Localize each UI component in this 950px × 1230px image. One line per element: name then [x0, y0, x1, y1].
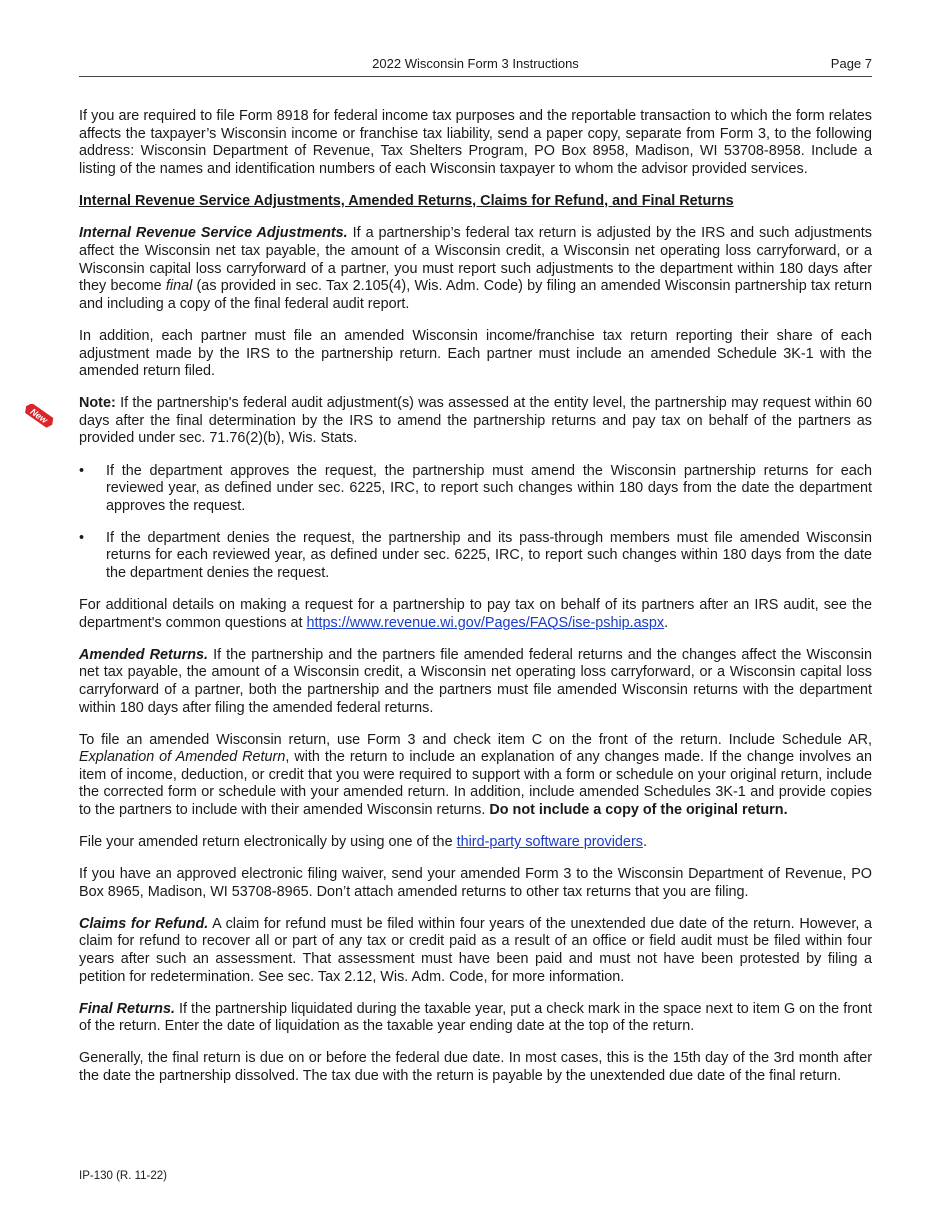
details-paragraph	[79, 597, 872, 632]
page-body	[79, 108, 872, 1100]
claims-text: A claim for refund must be filed within four years of the unextended due date of the return. However, a claim for refund to recover all or part of any tax or credit paid as a result of an office or field audit must be filed within four years after such an assessment. That assessment must have been paid and must not have been protested by filing a petition for redetermination. See sec. Tax 2.12, Wis. Adm. Code, for more information.	[79, 915, 872, 985]
amended-returns-label: Amended Returns.	[79, 646, 209, 663]
schedule-ar-title: Explanation of Amended Return	[79, 749, 286, 766]
bullet-dot: •	[79, 462, 85, 479]
partner-paragraph: In addition, each partner must file an amended Wisconsin income/franchise tax return reporting their share of each adjustment made by the IRS to the partnership return. Each partner must include an amended Schedule 3K-1 with the amended return filed.	[79, 327, 872, 380]
to-file-paragraph	[79, 732, 872, 820]
final-returns-text: If the partnership liquidated during the taxable year, put a check mark in the space next to item G on the front of the return. Enter the date of liquidation as the taxable year ending date at the top of the return.	[79, 1000, 872, 1035]
list-item	[79, 463, 872, 516]
details-end: .	[664, 614, 669, 631]
software-providers-link[interactable]: third-party software providers	[456, 834, 643, 851]
irs-adjustments-paragraph	[79, 225, 872, 313]
page-number: Page 7	[830, 56, 872, 71]
to-file-text-a: To file an amended Wisconsin return, use Form 3 and check item C on the front of the return. Include Schedule AR,	[79, 731, 872, 748]
waiver-paragraph: If you have an approved electronic filing waiver, send your amended Form 3 to the Wisconsin Department of Revenue, PO Box 8965, Madison, WI 53708-8965. Don’t attach amended returns to other tax returns that you are filing.	[79, 866, 872, 900]
file-electronic-end: .	[642, 834, 647, 851]
amended-returns-paragraph	[79, 647, 872, 717]
irs-text-final: final	[165, 278, 193, 295]
faq-link[interactable]: https://www.revenue.wi.gov/Pages/FAQS/ise-pship.aspx	[306, 614, 665, 631]
to-file-text-b: , with the return to include an explanation of any changes made. If the change involves an item of income, deduction, or credit that you were required to support with a form or schedule on your original return, include the corrected form or schedule with your amended return. In addition, include amended Schedules 3K-1 and provide copies to the partners to include with their amended Wisconsin returns.	[79, 749, 872, 818]
bullet-text: If the department approves the request, the partnership must amend the Wisconsin partnership returns for each reviewed year, as defined under sec. 6225, IRC, to report such changes within 180 days from the date the department approves the request.	[106, 462, 872, 514]
note-label: Note:	[79, 395, 116, 412]
form-8918-paragraph: If you are required to file Form 8918 for federal income tax purposes and the reportable transaction to which the form relates affects the taxpayer’s Wisconsin income or franchise tax liability, send a paper copy, separate from Form 3, to the following address: Wisconsin Department of Revenue, Tax Shelters Program, PO Box 8958, Madison, WI 53708-8958. Include a listing of the names and identification numbers of each Wisconsin taxpayer to whom the advisor provided services.	[79, 108, 872, 177]
to-file-bold: Do not include a copy of the original return.	[489, 802, 788, 818]
irs-text-b: (as provided in sec. Tax 2.105(4), Wis. Adm. Code) by filing an amended Wisconsin partnership tax return and including a copy of the final federal audit report.	[79, 278, 872, 312]
final-returns-paragraph	[79, 1001, 872, 1036]
file-electronic-text: File your amended return electronically by using one of the	[79, 834, 457, 851]
irs-adjustments-label: Internal Revenue Service Adjustments.	[79, 225, 348, 242]
final-returns-label: Final Returns.	[79, 1000, 175, 1017]
section-heading: Internal Revenue Service Adjustments, Amended Returns, Claims for Refund, and Final Returns	[79, 192, 734, 209]
header-title: 2022 Wisconsin Form 3 Instructions	[372, 56, 579, 71]
page-footer: IP-130 (R. 11-22)	[79, 1170, 167, 1182]
file-electronic-paragraph	[79, 834, 872, 852]
bullet-dot: •	[79, 529, 85, 546]
due-paragraph: Generally, the final return is due on or before the federal due date. In most cases, this is the 15th day of the 3rd month after the date the partnership dissolved. The tax due with the return is payable by the unextended due date of the final return.	[79, 1050, 872, 1085]
irs-text-a: If a partnership’s federal tax return is adjusted by the IRS and such adjustments affect the Wisconsin net tax payable, the amount of a Wisconsin credit, a Wisconsin net operating loss carryforward, or a Wisconsin capital loss carryforward of a partner, you must report such adjustments to the department within 180 days after they become	[79, 225, 872, 295]
note-text: If the partnership's federal audit adjustment(s) was assessed at the entity level, the partnership may request within 60 days after the final determination by the IRS to amend the partnership returns and pay tax on behalf of the partners as provided under sec. 71.76(2)(b), Wis. Stats.	[79, 395, 872, 447]
details-text: For additional details on making a request for a partnership to pay tax on behalf of its partners after an IRS audit, see the department's common questions at	[79, 597, 872, 631]
list-item	[79, 530, 872, 583]
note-paragraph	[79, 395, 872, 448]
new-badge-label: New	[28, 406, 50, 426]
new-icon	[22, 404, 58, 428]
bullet-text: If the department denies the request, the partnership and its pass-through members must file amended Wisconsin returns for each reviewed year, as defined under sec. 6225, IRC, to report such changes within 180 days from the date the department denies the request.	[106, 529, 872, 581]
page-header	[79, 54, 872, 77]
claims-label: Claims for Refund.	[79, 915, 209, 932]
amended-returns-text: If the partnership and the partners file amended federal returns and the changes affect the Wisconsin net tax payable, the amount of a Wisconsin credit, a Wisconsin net operating loss carryforward, or a Wisconsin capital loss carryforward of a partner, both the partnership and the partners must file amended Wisconsin returns with the department within 180 days after filing the amended federal returns.	[79, 646, 873, 716]
claims-paragraph	[79, 916, 872, 986]
